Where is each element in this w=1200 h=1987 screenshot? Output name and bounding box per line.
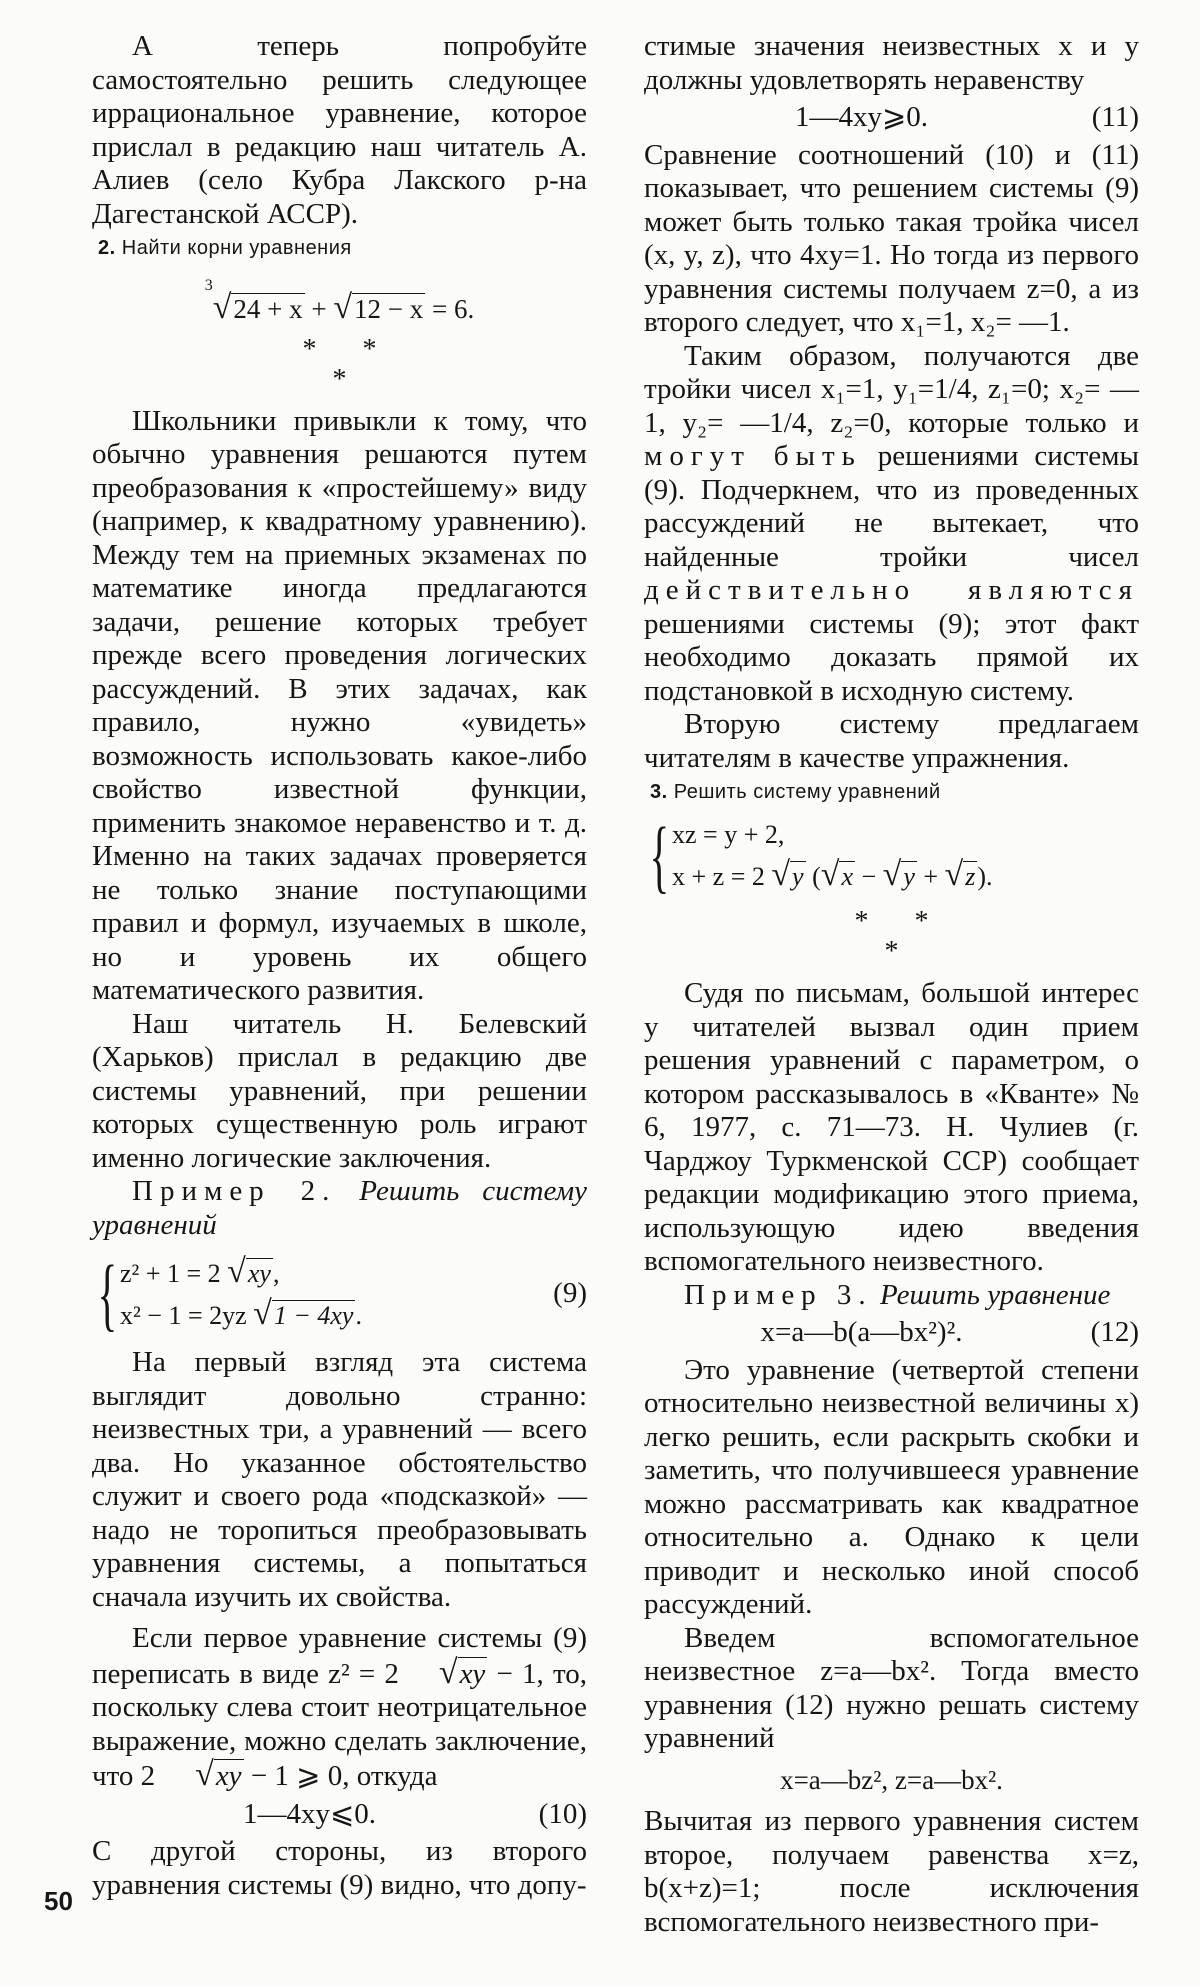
radical-sign-icon: √ [771,856,791,893]
rewrite-part-c: − 1 ⩾ 0, откуда [243,1760,438,1792]
page-number: 50 [44,1886,73,1916]
paragraph-logic: Школьники привыкли к тому, что обычно уравнения решаются путем преобразования к «простейшему» виду (например, к квадратному уравнению). Между тем на приемных экзаменах по математике иногда предлагаются задачи, решение которых требует прежде всего проведения логических рассуждений. В этих задачах, как правило, нужно «увидеть» возможность использовать какое-либо свойство известной функции, применить знакомое неравенство и т. д. Именно на таких задачах проверяется не только знание поступающими правил и формул, изучаемых в школе, но и уровень их общего математического развития. [92,404,587,1006]
triples-part-a: Таким образом, получаются две тройки чисел x₁=1, y₁=1/4, z₁=0; x₂= —1, y₂= —1/4, z₂=0, которые только и [644,339,1139,439]
plus-sign: + [923,862,939,891]
system-9-line-2-radicand: 1 − 4xy [273,1301,354,1330]
task-3-text: Решить систему уравнений [673,781,941,803]
radical-sign-icon: √ [333,289,353,326]
example-2-label: Пример 2. [132,1175,337,1207]
rewrite-part-a: Если первое уравнение системы (9) переписать в виде z² = 2 [92,1622,587,1690]
radical-sign-icon: √ [212,289,232,326]
system-9-line-1-root [227,1252,273,1294]
system-9 [92,1248,587,1339]
task-2-text: Найти корни уравнения [121,237,352,259]
cube-root [205,269,305,327]
system-9-line-2-end: . [355,1301,362,1330]
paragraph-triples [644,340,1139,709]
section-divider-stars-2 [644,907,1139,967]
paragraph-rewrite [92,1622,587,1794]
rewrite-radicand-2: xy [215,1760,242,1792]
equation-task-2 [92,269,587,327]
equation-11-body: 1—4xy⩾0. [794,101,929,133]
equation-tag-12: (12) [1090,1316,1139,1348]
root-z-radicand: z [965,862,976,891]
system-9-line-1-lhs: z² + 1 = 2 [120,1259,221,1288]
root-y-radicand: y [792,862,804,891]
root-y-2 [883,855,917,897]
rewrite-part-b: − 1, то, поскольку слева стоит неотрицательное выражение, можно сделать заключение, что 2 [92,1657,587,1792]
equation-12-body: x=a—b(a—bx²)². [760,1316,963,1348]
square-root-radicand: 12 − x [354,294,424,324]
system-task-3-line-1: xz = y + 2, [672,820,785,849]
paragraph-comparison: Сравнение соотношений (10) и (11) показывает, что решением системы (9) может быть только такая тройка чисел (x, y, z), что 4xy=1. Но тогда из первого уравнения системы получаем z=0, а из второго следует, что x₁=1, x₂= —1. [644,138,1139,338]
triples-part-c: решениями системы (9); этот факт необходимо доказать прямой их подстановкой в исходную систему. [644,607,1139,707]
system-brace-icon: { [649,810,670,901]
radical-sign-icon: √ [820,856,840,893]
example-3-heading [644,1279,1139,1313]
root-y [771,855,805,897]
paragraph-intro: А теперь попробуйте самостоятельно решить следующее иррациональное уравнение, которое прислал в редакцию наш читатель А. Алиев (село Кубра Лакского р-на Дагестанской АССР). [92,30,587,230]
equation-12 [644,1316,1139,1350]
system-9-line-2 [120,1294,527,1336]
equation-aux-system: x=a—bz², z=a—bx². [780,1764,1003,1795]
paragraph-exercise: Вторую систему предлагаем читателям в качестве упражнения. [644,708,1139,774]
equation-rhs: = 6. [432,294,475,324]
radical-sign-icon: √ [195,1756,214,1793]
paragraph-admissible: стимые значения неизвестных x и y должны удовлетворять неравенству [644,30,1139,96]
system-task-3 [644,810,1139,901]
star-row-two: ** [302,333,423,365]
root-z [945,855,978,897]
equation-plus: + [311,294,327,324]
paragraph-letters: Судя по письмам, большой интерес у читателей вызвал один прием решения уравнений с параметром, о котором рассказывалось в «Кванте» № 6, 1977, с. 71—73. Н. Чулиев (г. Чарджоу Туркменской ССР) сообщает редакции модификацию этого приема, использующую идею введения вспомогательного неизвестного. [644,977,1139,1277]
system-brace-icon: { [97,1248,118,1339]
rewrite-radicand-1: xy [459,1657,486,1690]
system-task-3-line-2-lhs: x + z = 2 [672,862,765,891]
paragraph-auxiliary: Введем вспомогательное неизвестное z=a—bx². Тогда вместо уравнения (12) нужно решать систему уравнений [644,1621,1139,1754]
paragraph-other-side: С другой стороны, из второго уравнения системы (9) видно, что допу- [92,1835,587,1901]
system-task-3-line-2 [672,855,1139,897]
example-3-text: Решить уравнение [879,1278,1111,1311]
example-3-label: Пример 3. [684,1278,873,1311]
equation-11 [644,101,1139,135]
cube-root-index: 3 [204,277,213,294]
paragraph-first-look: На первый взгляд эта система выглядит довольно странно: неизвестных три, а уравнений — всего два. Но указанное обстоятельство служит и своего рода «подсказкой» — надо не торопиться преобразовывать уравнения системы, а попытаться сначала изучить их свойства. [92,1346,587,1613]
rewrite-root-2 [155,1758,243,1794]
triples-emphasis-2: действительно являются [644,574,1139,606]
equation-10 [92,1798,587,1832]
task-2-number: 2. [98,237,116,259]
equation-tag-9: (9) [553,1277,587,1310]
system-task-3-end: ). [977,862,993,891]
radical-sign-icon: √ [253,1295,272,1332]
minus-sign: − [861,862,877,891]
rewrite-root-1 [399,1653,487,1692]
task-3-heading [644,779,1139,805]
equation-tag-10: (10) [538,1797,587,1830]
system-task-3-lines [672,815,1139,897]
system-9-line-2-root [253,1294,355,1336]
paragraph-subtract: Вычитая из первого уравнения систем второе, получаем равенства x=z, b(x+z)=1; после исключения вспомогательного неизвестного при- [644,1805,1139,1938]
system-9-line-1 [120,1252,527,1294]
example-2-heading [92,1175,587,1242]
task-2-heading [92,235,587,261]
system-9-line-2-lhs: x² − 1 = 2yz [120,1301,247,1330]
example-2-text: Решить систему уравнений [92,1175,587,1241]
cube-root-radicand: 24 + x [233,294,303,324]
task-3-number: 3. [650,781,668,803]
triples-emphasis-1: могут быть [644,440,862,472]
star-row-one: * [332,363,347,395]
open-paren: ( [812,862,821,891]
root-x [821,855,855,897]
paragraph-fourth-degree: Это уравнение (четвертой степени относительно неизвестной величины x) легко решить, если раскрыть скобки и заметить, что получившееся уравнение можно рассматривать как квадратное относительно a. Однако к цели приводит и несколько иной способ рассуждений. [644,1353,1139,1620]
square-root [333,291,425,327]
section-divider-stars [92,335,587,395]
system-9-lines [120,1252,527,1336]
star-row-two: ** [854,906,975,937]
system-9-line-1-radicand: xy [247,1259,271,1288]
equation-tag-11: (11) [1091,101,1139,133]
left-column [92,30,587,1902]
right-column [644,30,1139,1939]
radical-sign-icon: √ [438,1653,458,1691]
root-x-radicand: x [841,862,853,891]
star-row-one: * [884,936,899,967]
radical-sign-icon: √ [227,1253,246,1290]
system-9-line-1-end: , [272,1259,280,1288]
radical-sign-icon: √ [944,856,964,893]
radical-sign-icon: √ [882,856,902,893]
triples-part-b: решениями системы (9). Подчеркнем, что из проведенных рассуждений не вытекает, что найденные тройки чисел [644,440,1140,573]
equation-10-body: 1—4xy⩽0. [242,1797,377,1830]
root-y-2-radicand: y [903,862,915,891]
paragraph-belevsky: Наш читатель Н. Белевский (Харьков) прислал в редакцию две системы уравнений, при решении которых существенную роль играют именно логические заключения. [92,1007,587,1174]
